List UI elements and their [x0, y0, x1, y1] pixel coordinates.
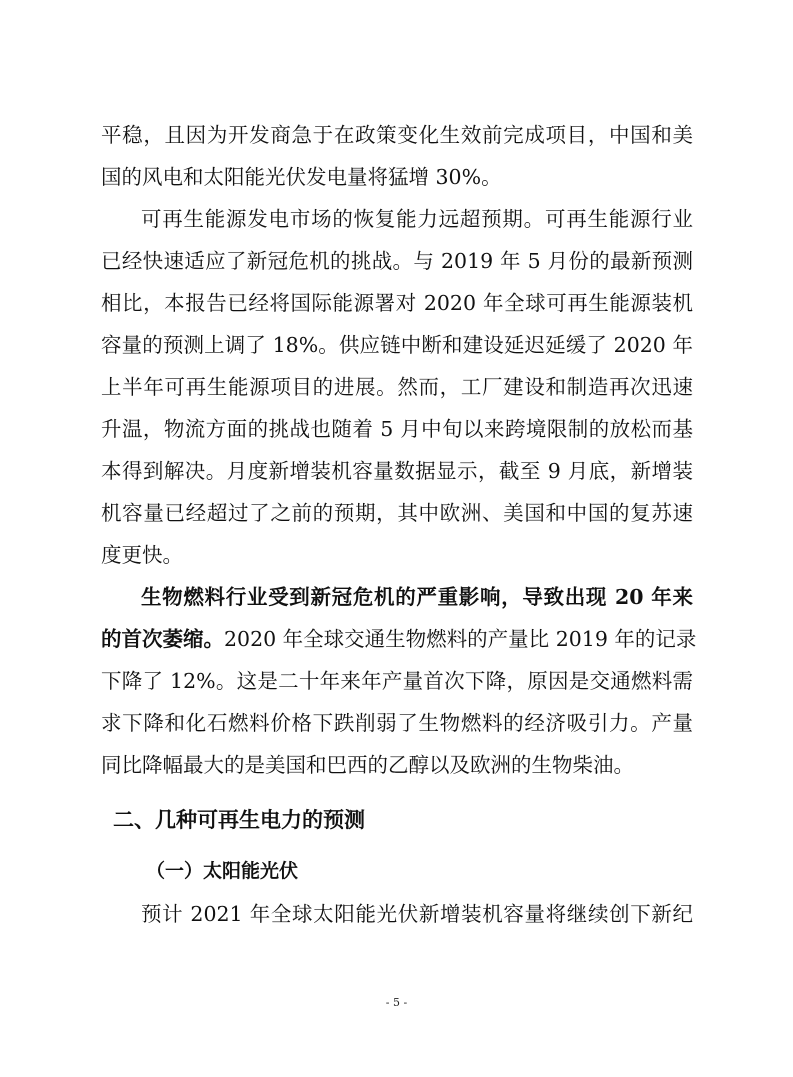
section-heading: 二、几种可再生电力的预测 [113, 808, 365, 832]
paragraph-line: 已经快速适应了新冠危机的挑战。与 2019 年 5 月份的最新预测 [101, 249, 693, 273]
bold-lead-sentence-end: 的首次萎缩。 [101, 627, 224, 651]
page-number: - 5 - [385, 996, 408, 1009]
paragraph-line: 相比，本报告已经将国际能源署对 2020 年全球可再生能源装机 [101, 291, 693, 315]
paragraph-line: 本得到解决。月度新增装机容量数据显示，截至 9 月底，新增装 [101, 459, 693, 483]
paragraph-line: 预计 2021 年全球太阳能光伏新增装机容量将继续创下新纪 [141, 902, 693, 926]
bold-lead-sentence: 生物燃料行业受到新冠危机的严重影响，导致出现 20 年来 [141, 585, 693, 609]
paragraph-line: 平稳，且因为开发商急于在政策变化生效前完成项目，中国和美 [101, 123, 693, 147]
paragraph-line: 下降了 12%。这是二十年来年产量首次下降，原因是交通燃料需 [101, 669, 693, 693]
paragraph-line: 机容量已经超过了之前的预期，其中欧洲、美国和中国的复苏速 [101, 501, 693, 525]
paragraph-line [101, 621, 697, 657]
subsection-heading: （一）太阳能光伏 [146, 860, 299, 882]
paragraph-line: 上半年可再生能源项目的进展。然而，工厂建设和制造再次迅速 [101, 375, 693, 399]
paragraph-line: 升温，物流方面的挑战也随着 5 月中旬以来跨境限制的放松而基 [101, 417, 693, 441]
paragraph-line-rest: 2020 年全球交通生物燃料的产量比 2019 年的记录 [224, 627, 697, 651]
paragraph-line: 可再生能源发电市场的恢复能力远超预期。可再生能源行业 [141, 207, 693, 231]
paragraph-line: 国的风电和太阳能光伏发电量将猛增 30%。 [101, 165, 502, 189]
paragraph-line: 求下降和化石燃料价格下跌削弱了生物燃料的经济吸引力。产量 [101, 711, 693, 735]
paragraph-line: 同比降幅最大的是美国和巴西的乙醇以及欧洲的生物柴油。 [101, 753, 634, 777]
paragraph-line: 容量的预测上调了 18%。供应链中断和建设延迟延缓了 2020 年 [101, 333, 693, 357]
paragraph-line: 度更快。 [101, 543, 183, 567]
